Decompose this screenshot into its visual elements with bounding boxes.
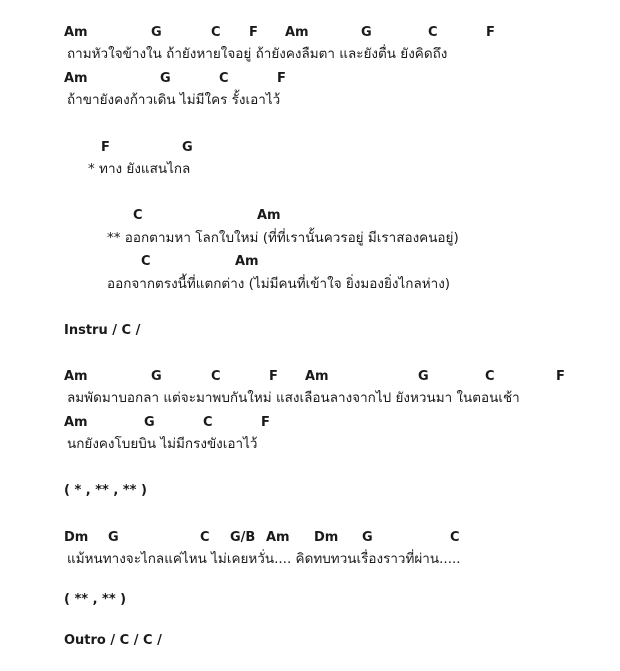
chord-label: G <box>182 140 193 155</box>
chord-label: F <box>261 415 270 430</box>
chord-label: C <box>428 25 438 40</box>
chord-label: C <box>219 71 229 86</box>
chord-label: F <box>249 25 258 40</box>
chord-label: G <box>418 369 429 384</box>
chord-label: G <box>108 530 119 545</box>
chord-label: C <box>211 25 221 40</box>
lyric-line: ถามหัวใจข้างใน ถ้ายังหายใจอยู่ ถ้ายังคงลืมตา และยังตื่น ยังคิดถึง <box>67 46 448 62</box>
chord-label: Dm <box>64 530 89 545</box>
chord-label: C <box>485 369 495 384</box>
lyric-line: ถ้าขายังคงก้าวเดิน ไม่มีใคร รั้งเอาไว้ <box>67 92 281 108</box>
chord-label: F <box>277 71 286 86</box>
chord-label: G <box>160 71 171 86</box>
chord-label: Am <box>235 254 259 269</box>
chord-label: Am <box>64 71 88 86</box>
chord-label: Am <box>305 369 329 384</box>
section-label: ( ** , ** ) <box>64 592 127 607</box>
chord-label: F <box>556 369 565 384</box>
chord-label: Dm <box>314 530 339 545</box>
section-label: ( * , ** , ** ) <box>64 483 147 498</box>
chord-label: C <box>200 530 210 545</box>
lyric-line: นกยังคงโบยบิน ไม่มีกรงขังเอาไว้ <box>67 436 258 452</box>
lyric-line: ลมพัดมาบอกลา แต่จะมาพบกันใหม่ แสงเลือนลางจากไป ยังหวนมา ในตอนเช้า <box>67 390 520 406</box>
chord-label: C <box>450 530 460 545</box>
lyric-line: แม้หนทางจะไกลแค่ไหน ไม่เคยหวั่น.... คิดทบทวนเรื่องราวที่ผ่าน..... <box>67 551 461 567</box>
chord-label: C <box>133 208 143 223</box>
section-label: Outro / C / C / <box>64 633 162 648</box>
lyric-line: ออกจากตรงนี้ที่แตกต่าง (ไม่มีคนที่เข้าใจ ยิ่งมองยิ่งไกลห่าง) <box>107 276 451 292</box>
chord-label: G <box>362 530 373 545</box>
chord-label: C <box>203 415 213 430</box>
chord-label: F <box>101 140 110 155</box>
chord-label: C <box>141 254 151 269</box>
chord-label: G <box>361 25 372 40</box>
chord-label: C <box>211 369 221 384</box>
chord-label: F <box>486 25 495 40</box>
chord-label: Am <box>64 25 88 40</box>
lyric-line: ** ออกตามหา โลกใบใหม่ (ที่ที่เรานั้นควรอยู่ มีเราสองคนอยู่) <box>107 230 459 246</box>
chord-label: Am <box>257 208 281 223</box>
section-label: Instru / C / <box>64 323 141 338</box>
chord-label: Am <box>64 369 88 384</box>
chord-label: G <box>151 369 162 384</box>
chord-label: F <box>269 369 278 384</box>
chord-label: Am <box>64 415 88 430</box>
chord-label: Am <box>266 530 290 545</box>
lyric-line: * ทาง ยังแสนไกล <box>88 161 191 177</box>
chord-label: Am <box>285 25 309 40</box>
chord-label: G <box>144 415 155 430</box>
chord-label: G <box>151 25 162 40</box>
chord-label: G/B <box>230 530 256 545</box>
